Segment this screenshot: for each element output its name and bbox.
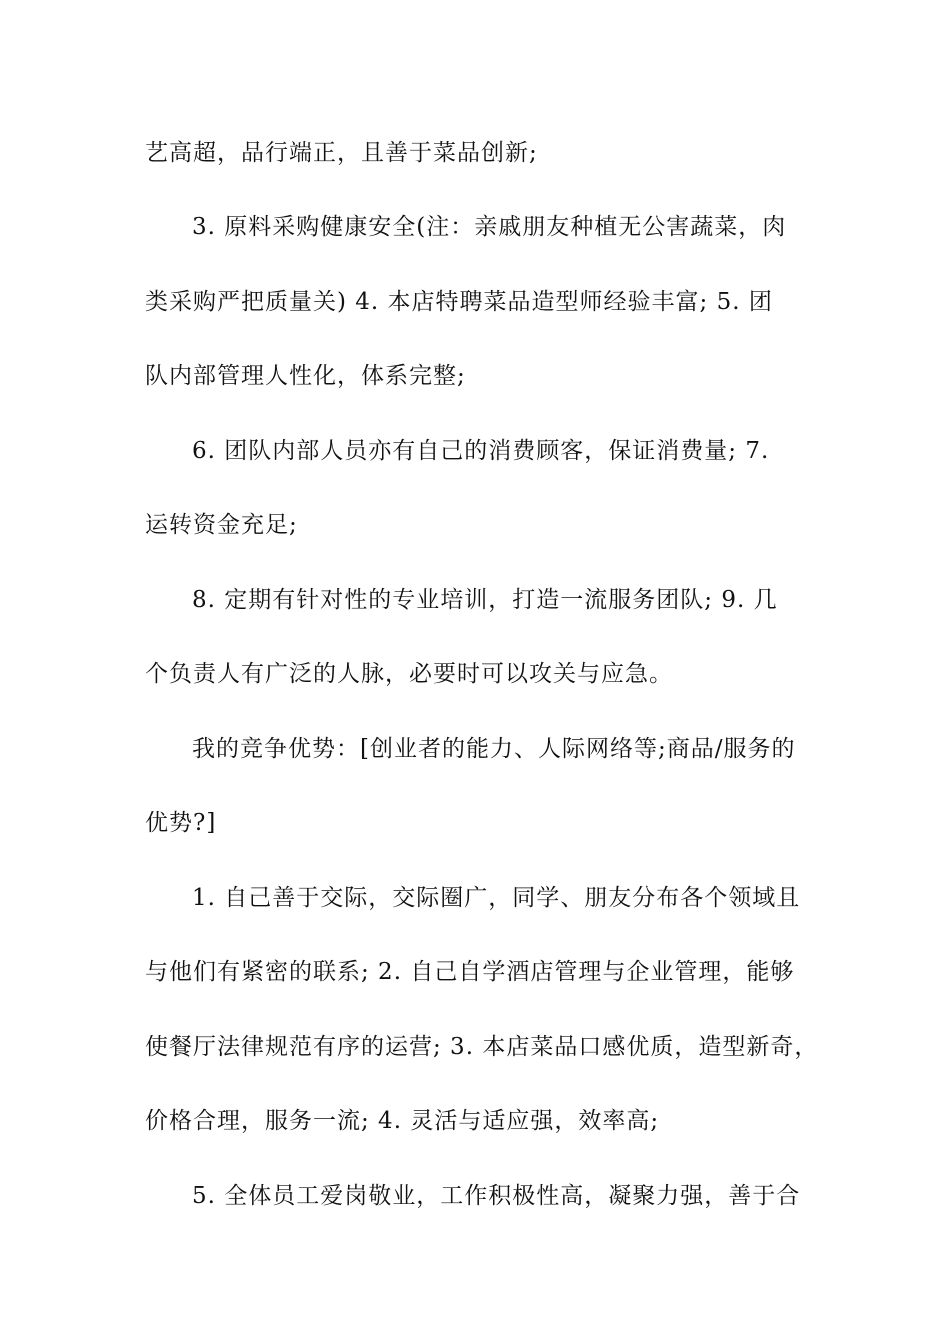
text-line: 我的竞争优势：[创业者的能力、人际网络等;商品/服务的 xyxy=(192,736,796,762)
text-line: 艺高超，品行端正，且善于菜品创新; xyxy=(145,140,538,166)
text-line: 使餐厅法律规范有序的运营; 3. 本店菜品口感优质，造型新奇， xyxy=(145,1034,819,1060)
text-line: 与他们有紧密的联系; 2. 自己自学酒店管理与企业管理，能够 xyxy=(145,959,795,985)
text-line: 1. 自己善于交际，交际圈广，同学、朋友分布各个领域且 xyxy=(192,885,801,911)
text-line: 类采购严把质量关) 4. 本店特聘菜品造型师经验丰富; 5. 团 xyxy=(145,289,773,315)
text-line: 6. 团队内部人员亦有自己的消费顾客，保证消费量; 7. xyxy=(192,438,770,464)
text-line: 3. 原料采购健康安全(注：亲戚朋友种植无公害蔬菜，肉 xyxy=(192,214,787,240)
text-line: 运转资金充足; xyxy=(145,512,298,538)
text-line: 队内部管理人性化，体系完整; xyxy=(145,363,466,389)
text-line: 5. 全体员工爱岗敬业，工作积极性高，凝聚力强，善于合 xyxy=(192,1183,801,1209)
text-line: 个负责人有广泛的人脉，必要时可以攻关与应急。 xyxy=(145,661,673,687)
text-line: 优势?] xyxy=(145,810,217,836)
text-line: 8. 定期有针对性的专业培训，打造一流服务团队; 9. 几 xyxy=(192,587,778,613)
text-line: 价格合理，服务一流; 4. 灵活与适应强，效率高; xyxy=(145,1108,660,1134)
